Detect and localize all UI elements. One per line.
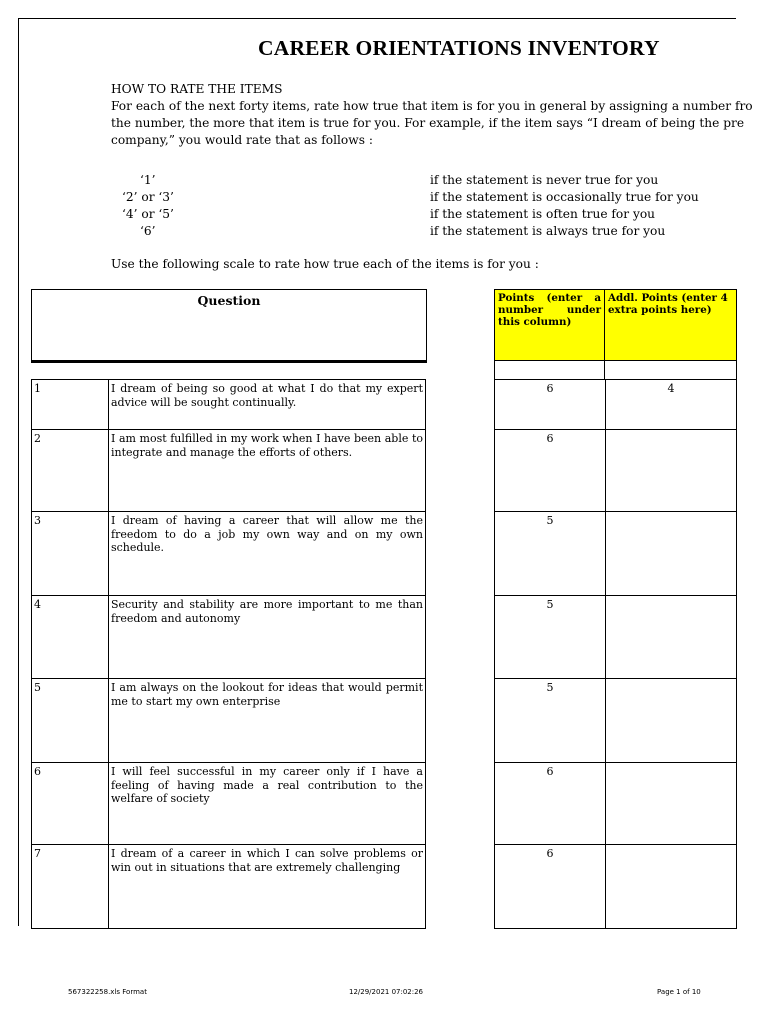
question-text: I am most fulfilled in my work when I have been able to integrate and manage the efforts of others. <box>109 430 426 512</box>
question-number: 7 <box>32 845 109 929</box>
table-row <box>32 596 426 679</box>
table-row <box>495 679 737 763</box>
table-row <box>32 512 426 596</box>
points-cell[interactable]: 6 <box>495 763 606 845</box>
question-table <box>31 379 426 929</box>
table-row <box>495 430 737 512</box>
additional-points-cell[interactable] <box>606 430 737 512</box>
table-row <box>32 763 426 845</box>
question-text: I will feel successful in my career only if I have a feeling of having made a real contribution to the welfare of society <box>109 763 426 845</box>
question-number: 4 <box>32 596 109 679</box>
table-row <box>32 380 426 430</box>
additional-points-cell[interactable] <box>606 679 737 763</box>
points-cell[interactable]: 6 <box>495 380 606 430</box>
footer-page-number: Page 1 of 10 <box>657 988 701 996</box>
intro-line-1: For each of the next forty items, rate how true that item is for you in general by assigning a number fro <box>111 99 753 113</box>
points-header: Points (enter a number under this column) <box>494 289 605 361</box>
page-title: CAREER ORIENTATIONS INVENTORY <box>258 36 660 60</box>
page-border-left <box>18 18 19 926</box>
additional-points-cell[interactable]: 4 <box>606 380 737 430</box>
question-text: Security and stability are more important to me than freedom and autonomy <box>109 596 426 679</box>
intro-line-2: the number, the more that item is true for you. For example, if the item says “I dream of being the pre <box>111 116 745 130</box>
question-text: I dream of having a career that will allow me the freedom to do a job my own way and on my own schedule. <box>109 512 426 596</box>
scale-instruction: Use the following scale to rate how true each of the items is for you : <box>111 257 539 271</box>
points-cell[interactable]: 5 <box>495 679 606 763</box>
points-cell[interactable]: 6 <box>495 845 606 929</box>
scale-description-3: if the statement is often true for you <box>430 207 656 221</box>
table-row <box>495 763 737 845</box>
points-cell[interactable]: 6 <box>495 430 606 512</box>
table-row <box>32 679 426 763</box>
footer-filename: 567322258.xls Format <box>68 988 147 996</box>
additional-points-cell[interactable] <box>606 596 737 679</box>
additional-points-spacer-cell <box>604 361 737 380</box>
points-cell[interactable]: 5 <box>495 596 606 679</box>
table-row <box>495 380 737 430</box>
scale-value-2: ‘2’ or ‘3’ <box>122 190 174 204</box>
table-row <box>32 845 426 929</box>
additional-points-header: Addl. Points (enter 4 extra points here) <box>604 289 737 361</box>
scale-value-4: ‘6’ <box>140 224 156 238</box>
footer-timestamp: 12/29/2021 07:02:26 <box>349 988 424 996</box>
scale-value-1: ‘1’ <box>140 173 156 187</box>
points-cell[interactable]: 5 <box>495 512 606 596</box>
question-number: 5 <box>32 679 109 763</box>
points-spacer-cell <box>494 361 605 380</box>
question-header-label: Question <box>197 293 261 308</box>
scale-description-2: if the statement is occasionally true for you <box>430 190 699 204</box>
table-row <box>495 512 737 596</box>
table-row <box>495 845 737 929</box>
question-number: 3 <box>32 512 109 596</box>
question-header-cell <box>31 289 427 363</box>
additional-points-cell[interactable] <box>606 845 737 929</box>
scale-description-4: if the statement is always true for you <box>430 224 666 238</box>
question-number: 2 <box>32 430 109 512</box>
question-text: I dream of being so good at what I do that my expert advice will be sought continually. <box>109 380 426 430</box>
question-text: I dream of a career in which I can solve problems or win out in situations that are extremely challenging <box>109 845 426 929</box>
scale-value-3: ‘4’ or ‘5’ <box>122 207 174 221</box>
additional-points-cell[interactable] <box>606 763 737 845</box>
question-text: I am always on the lookout for ideas that would permit me to start my own enterprise <box>109 679 426 763</box>
additional-points-cell[interactable] <box>606 512 737 596</box>
scale-description-1: if the statement is never true for you <box>430 173 659 187</box>
question-number: 1 <box>32 380 109 430</box>
rating-heading: HOW TO RATE THE ITEMS <box>111 82 283 96</box>
intro-line-3: company,” you would rate that as follows : <box>111 133 373 147</box>
page-border-top <box>18 18 736 19</box>
question-number: 6 <box>32 763 109 845</box>
points-table <box>494 379 737 929</box>
table-row <box>495 596 737 679</box>
table-row <box>32 430 426 512</box>
